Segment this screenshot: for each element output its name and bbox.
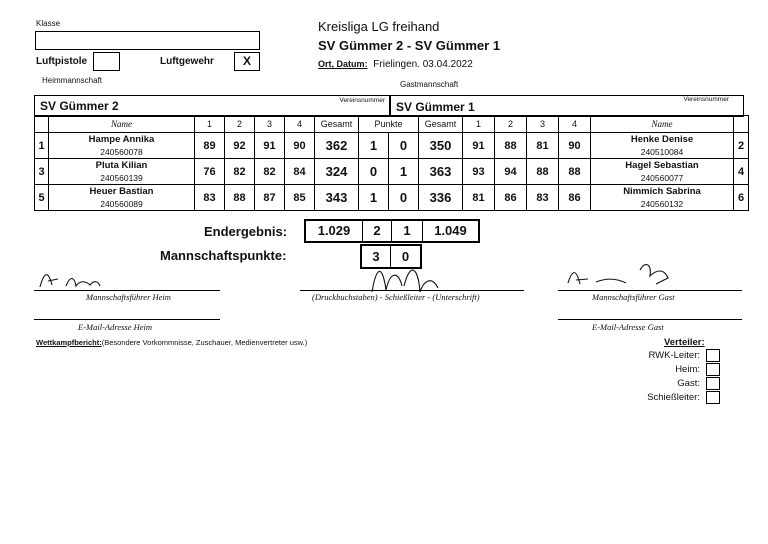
home-score-4: 90 (285, 133, 315, 159)
schiessleiter-signature-line (300, 290, 524, 291)
gast-signature-label: Mannschaftsführer Gast (592, 292, 675, 302)
header-name-guest: Name (591, 116, 734, 133)
luftgewehr-label: Luftgewehr (160, 56, 214, 67)
klasse-label: Klasse (36, 19, 61, 28)
home-score-3: 82 (255, 159, 285, 185)
home-points: 1 (359, 133, 389, 159)
verteiler-checkbox-schiessleiter[interactable] (706, 391, 720, 404)
home-score-3: 91 (255, 133, 285, 159)
guest-score-3: 81 (527, 133, 559, 159)
home-vereinsnummer-label: Vereinsnummer (339, 97, 385, 104)
header-s3-home: 3 (255, 116, 285, 133)
home-score-1: 76 (195, 159, 225, 185)
home-score-4: 85 (285, 185, 315, 211)
home-position: 3 (35, 159, 49, 185)
verteiler-checkbox-heim[interactable] (706, 363, 720, 376)
home-points: 1 (359, 185, 389, 211)
league-title: Kreisliga LG freihand (318, 19, 440, 34)
heim-signature-line (34, 290, 220, 291)
ort-datum-value: Frielingen. 03.04.2022 (373, 59, 473, 70)
guest-total: 363 (419, 159, 463, 185)
email-heim-label: E-Mail-Adresse Heim (78, 322, 153, 332)
verteiler-item-schiessleiter-label: Schießleiter: (647, 392, 700, 403)
endergebnis-home-total: 1.029 (306, 221, 363, 241)
header-s1-home: 1 (195, 116, 225, 133)
guest-score-1: 93 (463, 159, 495, 185)
email-gast-label: E-Mail-Adresse Gast (592, 322, 664, 332)
endergebnis-label: Endergebnis: (204, 224, 288, 239)
ort-datum-label: Ort, Datum: (318, 59, 368, 69)
endergebnis-home-points: 2 (363, 221, 392, 241)
guest-shooter-name: Hagel Sebastian (625, 159, 699, 171)
guest-total: 350 (419, 133, 463, 159)
header-gesamt-home: Gesamt (315, 116, 359, 133)
guest-score-4: 86 (559, 185, 591, 211)
header-s2-guest: 2 (495, 116, 527, 133)
guest-position: 6 (734, 185, 749, 211)
home-total: 362 (315, 133, 359, 159)
guest-position: 2 (734, 133, 749, 159)
match-title: SV Gümmer 2 - SV Gümmer 1 (318, 38, 501, 53)
home-shooter-id: 240560078 (100, 146, 143, 157)
guest-team-name: SV Gümmer 1 (396, 100, 475, 114)
guest-score-3: 88 (527, 159, 559, 185)
home-score-1: 89 (195, 133, 225, 159)
guest-shooter-id: 240560132 (640, 198, 684, 209)
verteiler-item-gast-label: Gast: (677, 378, 700, 389)
verteiler-checkbox-gast[interactable] (706, 377, 720, 390)
verteiler-checkbox-rwk-leiter[interactable] (706, 349, 720, 362)
guest-total: 336 (419, 185, 463, 211)
guest-score-3: 83 (527, 185, 559, 211)
header-s1-guest: 1 (463, 116, 495, 133)
header-s4-home: 4 (285, 116, 315, 133)
signature-heim (40, 275, 100, 287)
guest-shooter-name: Henke Denise (630, 133, 694, 145)
guest-vereinsnummer-label: Vereinsnummer (683, 96, 729, 103)
gastmannschaft-label: Gastmannschaft (400, 80, 459, 89)
guest-points: 1 (389, 159, 419, 185)
mannschaftspunkte-label: Mannschaftspunkte: (160, 248, 287, 263)
guest-score-1: 81 (463, 185, 495, 211)
guest-score-2: 94 (495, 159, 527, 185)
wettkampfbericht-note: (Besondere Vorkommnisse, Zuschauer, Medienvertreter usw.) (101, 338, 308, 347)
guest-shooter-name: Nimmich Sabrina (623, 185, 701, 197)
guest-shooter-id: 240510084 (640, 146, 684, 157)
home-position: 1 (35, 133, 49, 159)
verteiler-item-heim-label: Heim: (675, 364, 700, 375)
home-score-2: 88 (225, 185, 255, 211)
verteiler-item-rwk-leiter-label: RWK-Leiter: (648, 350, 700, 361)
home-team-name: SV Gümmer 2 (40, 99, 119, 113)
header-s3-guest: 3 (527, 116, 559, 133)
guest-score-1: 91 (463, 133, 495, 159)
home-score-2: 92 (225, 133, 255, 159)
guest-shooter-id: 240560077 (640, 172, 684, 183)
home-team-points: 3 (362, 246, 391, 267)
header-punkte: Punkte (359, 116, 419, 133)
signature-schiessleiter (372, 270, 438, 292)
header-name-home: Name (49, 116, 195, 133)
email-gast-line[interactable] (558, 319, 742, 320)
endergebnis-guest-points: 1 (392, 221, 423, 241)
home-shooter-name: Hampe Annika (88, 133, 155, 145)
guest-score-4: 88 (559, 159, 591, 185)
header-gesamt-guest: Gesamt (419, 116, 463, 133)
guest-points: 0 (389, 185, 419, 211)
signature-gast (568, 265, 668, 284)
guest-team-points: 0 (401, 249, 410, 264)
schiessleiter-signature-label: (Druckbuchstaben) - Schießleiter - (Unterschrift) (312, 292, 480, 302)
endergebnis-guest-total: 1.049 (434, 223, 467, 238)
guest-score-4: 90 (559, 133, 591, 159)
email-heim-line[interactable] (34, 319, 220, 320)
luftpistole-label: Luftpistole (36, 56, 88, 67)
guest-score-2: 86 (495, 185, 527, 211)
wettkampfbericht-label: Wettkampfbericht: (36, 338, 102, 347)
header-s4-guest: 4 (559, 116, 591, 133)
home-shooter-id: 240560139 (100, 172, 143, 183)
home-total: 324 (315, 159, 359, 185)
home-shooter-name: Heuer Bastian (89, 185, 154, 197)
heimmannschaft-label: Heimmannschaft (42, 76, 103, 85)
gast-signature-line (558, 290, 742, 291)
home-position: 5 (35, 185, 49, 211)
luftgewehr-checkbox[interactable]: X (234, 52, 260, 71)
home-shooter-id: 240560089 (100, 198, 143, 209)
home-score-4: 84 (285, 159, 315, 185)
wettkampfbericht (36, 338, 307, 347)
guest-score-2: 88 (495, 133, 527, 159)
guest-points: 0 (389, 133, 419, 159)
heim-signature-label: Mannschaftsführer Heim (86, 292, 171, 302)
guest-position: 4 (734, 159, 749, 185)
home-score-2: 82 (225, 159, 255, 185)
home-score-1: 83 (195, 185, 225, 211)
header-s2-home: 2 (225, 116, 255, 133)
home-total: 343 (315, 185, 359, 211)
home-score-3: 87 (255, 185, 285, 211)
home-points: 0 (359, 159, 389, 185)
verteiler-title: Verteiler: (664, 337, 705, 348)
home-shooter-name: Pluta Kilian (95, 159, 148, 171)
